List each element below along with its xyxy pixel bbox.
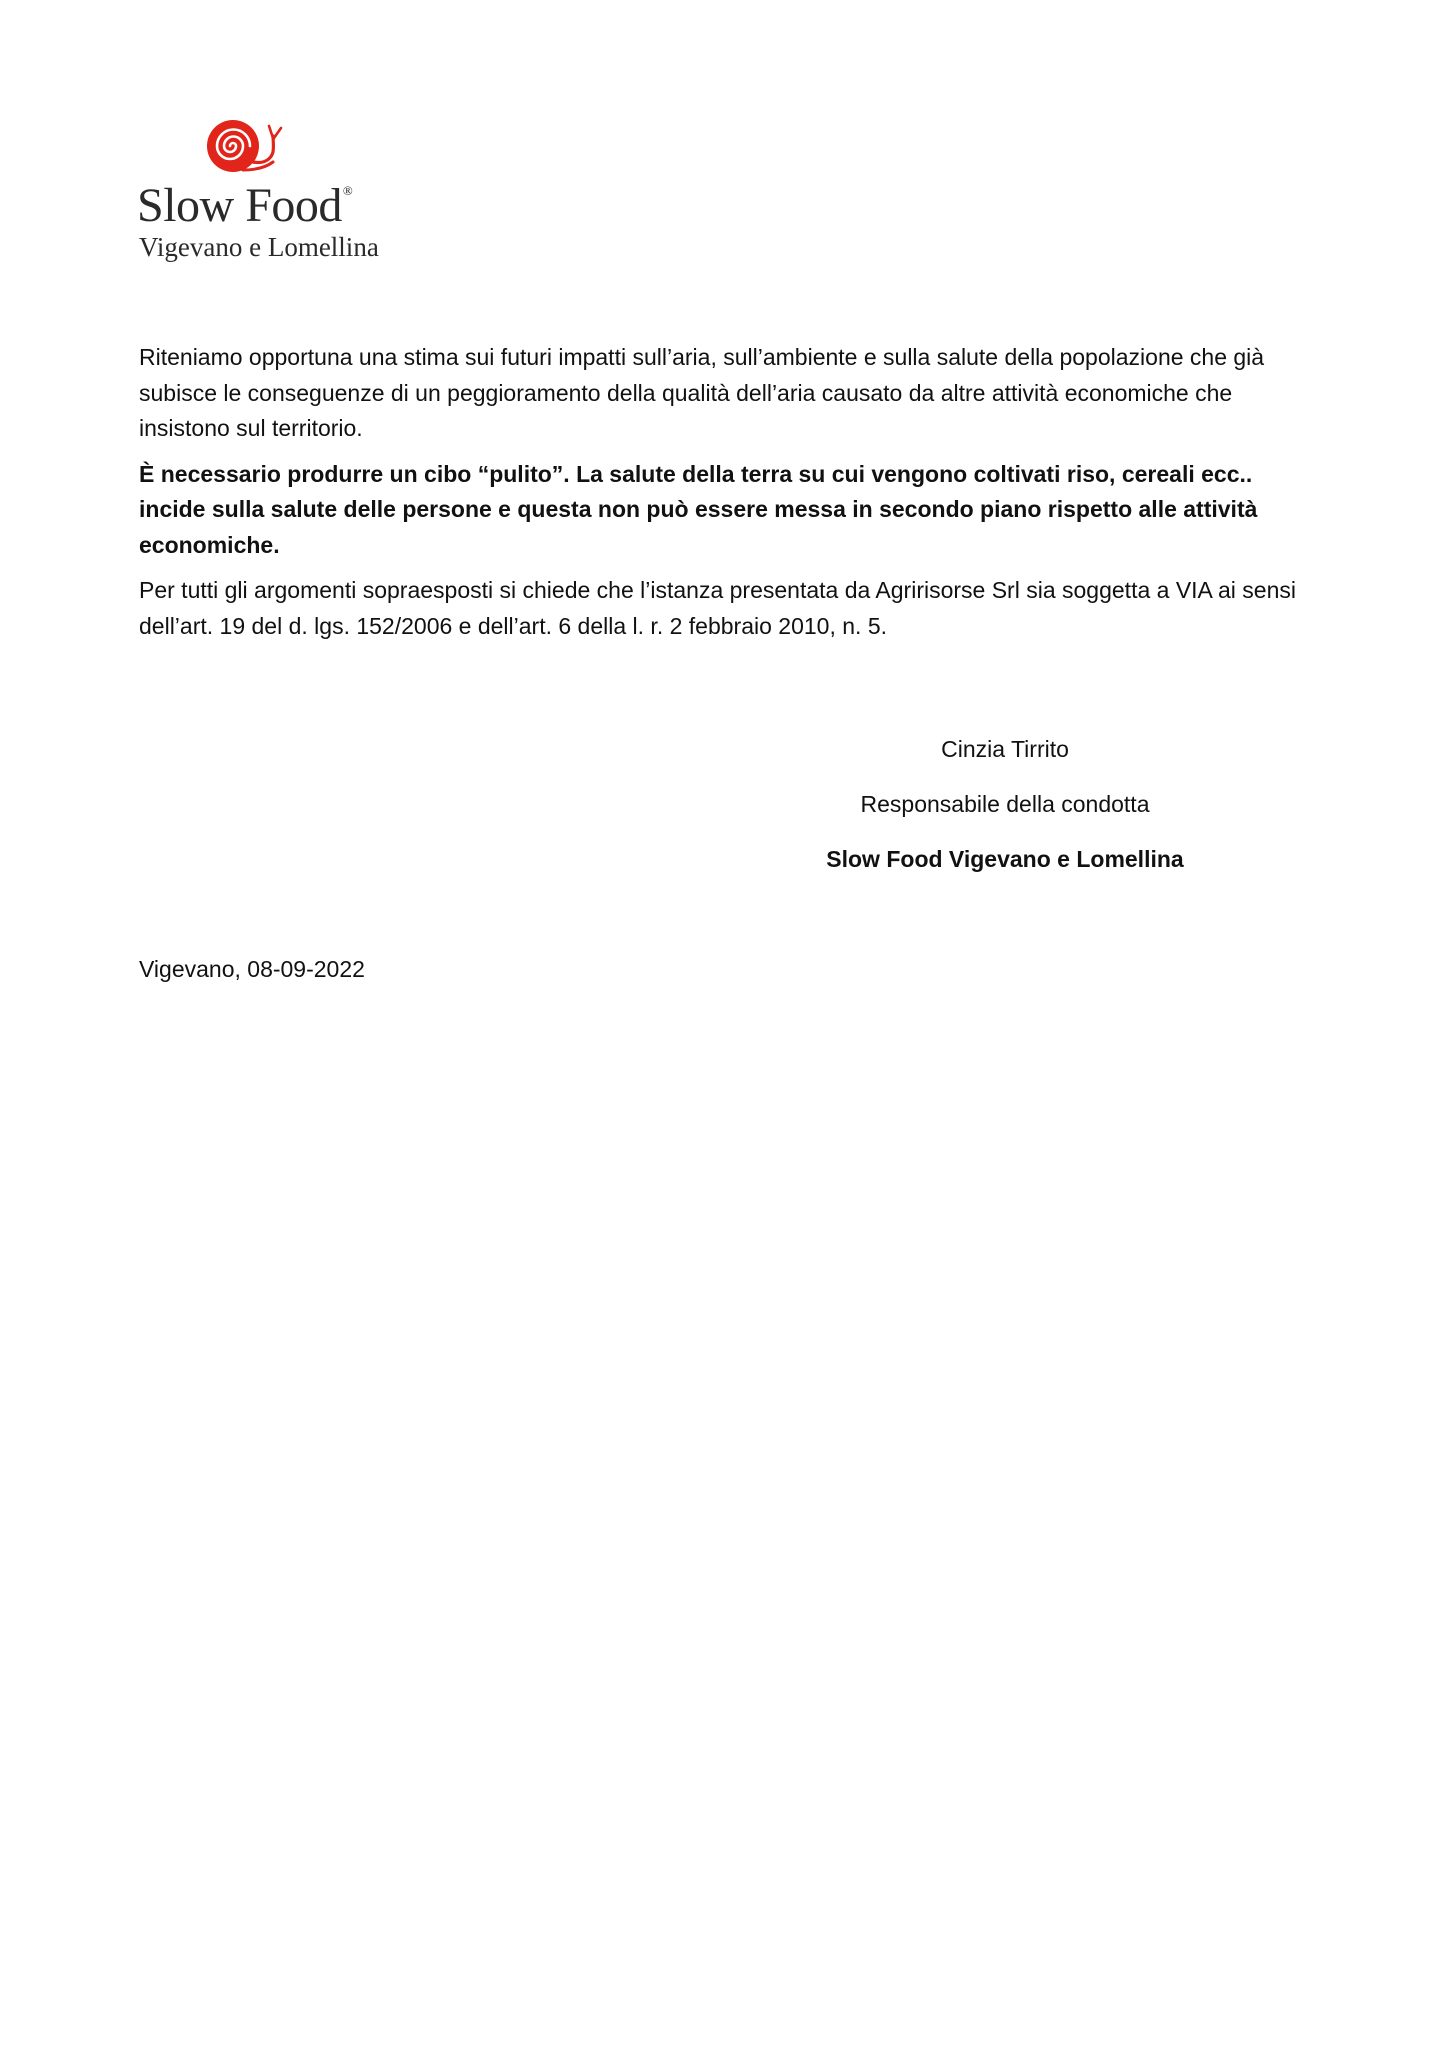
slow-food-logo [137, 116, 397, 266]
logo-subtitle: Vigevano e Lomellina [139, 232, 379, 262]
signatory-organization: Slow Food Vigevano e Lomellina [826, 846, 1184, 872]
letter-body [139, 340, 1319, 654]
registered-mark: ® [342, 183, 353, 198]
paragraph-request: Per tutti gli argomenti sopraesposti si chiede che l’istanza presentata da Agririsorse Srl sia soggetta a VIA ai sensi dell’art. 19 del d. lgs. 152/2006 e dell’art. 6 della l. r. 2 febbraio 2010, n. 5. [139, 577, 1296, 639]
logo-name: Slow Food® [137, 179, 353, 232]
place-date: Vigevano, 08-09-2022 [139, 956, 365, 982]
paragraph-impact: Riteniamo opportuna una stima sui futuri impatti sull’aria, sull’ambiente e sulla salute della popolazione che già subisce le conseguenze di un peggioramento della qualità dell’aria causato da altre attività economiche che insistono sul territorio. [139, 344, 1265, 441]
signatory-name: Cinzia Tirrito [941, 736, 1069, 762]
signature-block [780, 732, 1230, 897]
snail-spiral-icon [207, 116, 287, 180]
signatory-role: Responsabile della condotta [860, 791, 1150, 817]
paragraph-clean-food: È necessario produrre un cibo “pulito”. La salute della terra su cui vengono coltivati riso, cereali ecc.. incide sulla salute delle persone e questa non può essere messa in secondo piano rispetto alle attività economiche. [139, 460, 1258, 558]
